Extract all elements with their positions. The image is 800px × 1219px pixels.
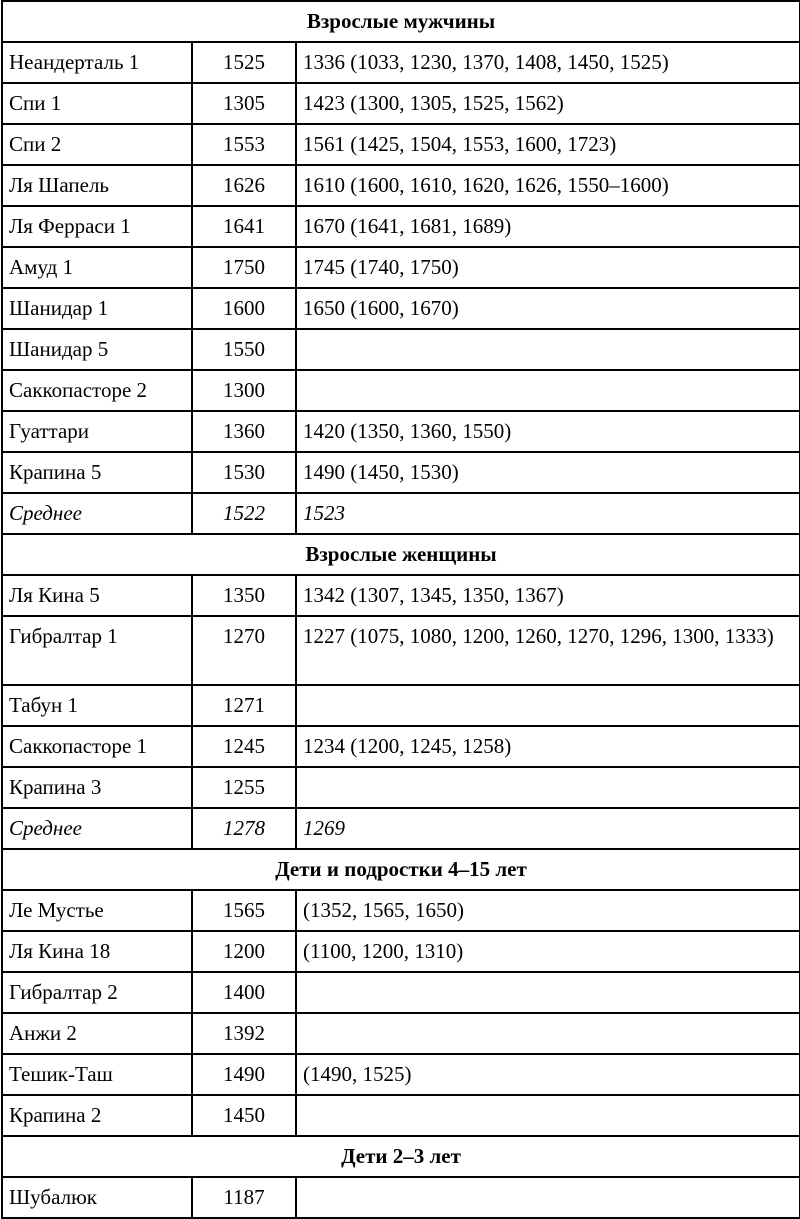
section-title: Взрослые женщины <box>2 534 800 575</box>
specimen-estimates: 1490 (1450, 1530) <box>296 452 800 493</box>
average-value: 1278 <box>192 808 296 849</box>
section-header-adult-males <box>2 1 800 42</box>
specimen-value: 1530 <box>192 452 296 493</box>
specimen-estimates: (1100, 1200, 1310) <box>296 931 800 972</box>
specimen-name: Крапина 5 <box>2 452 192 493</box>
specimen-estimates <box>296 767 800 808</box>
specimen-estimates <box>296 1095 800 1136</box>
table-row <box>2 247 800 288</box>
table-row <box>2 42 800 83</box>
table-row <box>2 726 800 767</box>
specimen-estimates: 1610 (1600, 1610, 1620, 1626, 1550–1600) <box>296 165 800 206</box>
specimen-value: 1641 <box>192 206 296 247</box>
average-label: Среднее <box>2 493 192 534</box>
specimen-estimates <box>296 1013 800 1054</box>
table-row <box>2 767 800 808</box>
specimen-value: 1360 <box>192 411 296 452</box>
specimen-estimates: 1561 (1425, 1504, 1553, 1600, 1723) <box>296 124 800 165</box>
table-row <box>2 329 800 370</box>
specimen-value: 1350 <box>192 575 296 616</box>
specimen-estimates: 1234 (1200, 1245, 1258) <box>296 726 800 767</box>
specimen-name: Гибралтар 2 <box>2 972 192 1013</box>
specimen-estimates: 1745 (1740, 1750) <box>296 247 800 288</box>
specimen-name: Шанидар 5 <box>2 329 192 370</box>
specimen-estimates <box>296 329 800 370</box>
specimen-name: Саккопасторе 2 <box>2 370 192 411</box>
specimen-name: Ля Ферраси 1 <box>2 206 192 247</box>
table-row <box>2 452 800 493</box>
specimen-name: Гибралтар 1 <box>2 616 192 685</box>
average-label: Среднее <box>2 808 192 849</box>
specimen-name: Саккопасторе 1 <box>2 726 192 767</box>
table-row <box>2 124 800 165</box>
table-row <box>2 206 800 247</box>
table-row <box>2 370 800 411</box>
specimen-name: Спи 1 <box>2 83 192 124</box>
specimen-value: 1626 <box>192 165 296 206</box>
specimen-name: Анжи 2 <box>2 1013 192 1054</box>
specimen-name: Тешик-Таш <box>2 1054 192 1095</box>
specimen-name: Гуаттари <box>2 411 192 452</box>
specimen-value: 1565 <box>192 890 296 931</box>
specimen-value: 1200 <box>192 931 296 972</box>
specimen-name: Ля Шапель <box>2 165 192 206</box>
specimen-estimates: 1670 (1641, 1681, 1689) <box>296 206 800 247</box>
specimen-estimates: 1650 (1600, 1670) <box>296 288 800 329</box>
specimen-name: Крапина 2 <box>2 1095 192 1136</box>
specimen-value: 1400 <box>192 972 296 1013</box>
specimen-value: 1750 <box>192 247 296 288</box>
specimen-estimates: (1490, 1525) <box>296 1054 800 1095</box>
section-header-children-2-3 <box>2 1136 800 1177</box>
average-row <box>2 808 800 849</box>
average-value: 1522 <box>192 493 296 534</box>
specimen-estimates: 1342 (1307, 1345, 1350, 1367) <box>296 575 800 616</box>
specimen-value: 1305 <box>192 83 296 124</box>
cranial-capacity-table <box>1 0 800 1219</box>
section-header-adult-females <box>2 534 800 575</box>
average-row <box>2 493 800 534</box>
average-estimates: 1269 <box>296 808 800 849</box>
specimen-name: Ля Кина 18 <box>2 931 192 972</box>
section-title: Дети и подростки 4–15 лет <box>2 849 800 890</box>
specimen-estimates: 1423 (1300, 1305, 1525, 1562) <box>296 83 800 124</box>
specimen-name: Ле Мустье <box>2 890 192 931</box>
specimen-estimates <box>296 972 800 1013</box>
specimen-estimates <box>296 370 800 411</box>
table-row <box>2 411 800 452</box>
specimen-name: Крапина 3 <box>2 767 192 808</box>
table-row <box>2 931 800 972</box>
specimen-value: 1553 <box>192 124 296 165</box>
table-body <box>2 1 800 1218</box>
specimen-name: Табун 1 <box>2 685 192 726</box>
table-row <box>2 1095 800 1136</box>
specimen-value: 1245 <box>192 726 296 767</box>
specimen-estimates: (1352, 1565, 1650) <box>296 890 800 931</box>
specimen-estimates <box>296 685 800 726</box>
average-estimates: 1523 <box>296 493 800 534</box>
table-row <box>2 1054 800 1095</box>
specimen-estimates <box>296 1177 800 1218</box>
table-row <box>2 288 800 329</box>
specimen-value: 1255 <box>192 767 296 808</box>
specimen-value: 1525 <box>192 42 296 83</box>
table-row <box>2 616 800 685</box>
specimen-value: 1450 <box>192 1095 296 1136</box>
specimen-value: 1600 <box>192 288 296 329</box>
section-title: Дети 2–3 лет <box>2 1136 800 1177</box>
section-header-children-4-15 <box>2 849 800 890</box>
table-row <box>2 1013 800 1054</box>
specimen-value: 1270 <box>192 616 296 685</box>
table-row <box>2 1177 800 1218</box>
specimen-name: Шанидар 1 <box>2 288 192 329</box>
specimen-name: Ля Кина 5 <box>2 575 192 616</box>
specimen-name: Шубалюк <box>2 1177 192 1218</box>
specimen-value: 1490 <box>192 1054 296 1095</box>
specimen-value: 1392 <box>192 1013 296 1054</box>
specimen-estimates: 1336 (1033, 1230, 1370, 1408, 1450, 1525) <box>296 42 800 83</box>
table-row <box>2 890 800 931</box>
table-row <box>2 165 800 206</box>
table-row <box>2 972 800 1013</box>
specimen-name: Неандерталь 1 <box>2 42 192 83</box>
table-row <box>2 83 800 124</box>
specimen-value: 1550 <box>192 329 296 370</box>
specimen-estimates: 1420 (1350, 1360, 1550) <box>296 411 800 452</box>
specimen-value: 1187 <box>192 1177 296 1218</box>
specimen-name: Спи 2 <box>2 124 192 165</box>
specimen-value: 1271 <box>192 685 296 726</box>
specimen-name: Амуд 1 <box>2 247 192 288</box>
specimen-estimates: 1227 (1075, 1080, 1200, 1260, 1270, 1296, 1300, 1333) <box>296 616 800 685</box>
table-row <box>2 575 800 616</box>
section-title: Взрослые мужчины <box>2 1 800 42</box>
specimen-value: 1300 <box>192 370 296 411</box>
table-row <box>2 685 800 726</box>
